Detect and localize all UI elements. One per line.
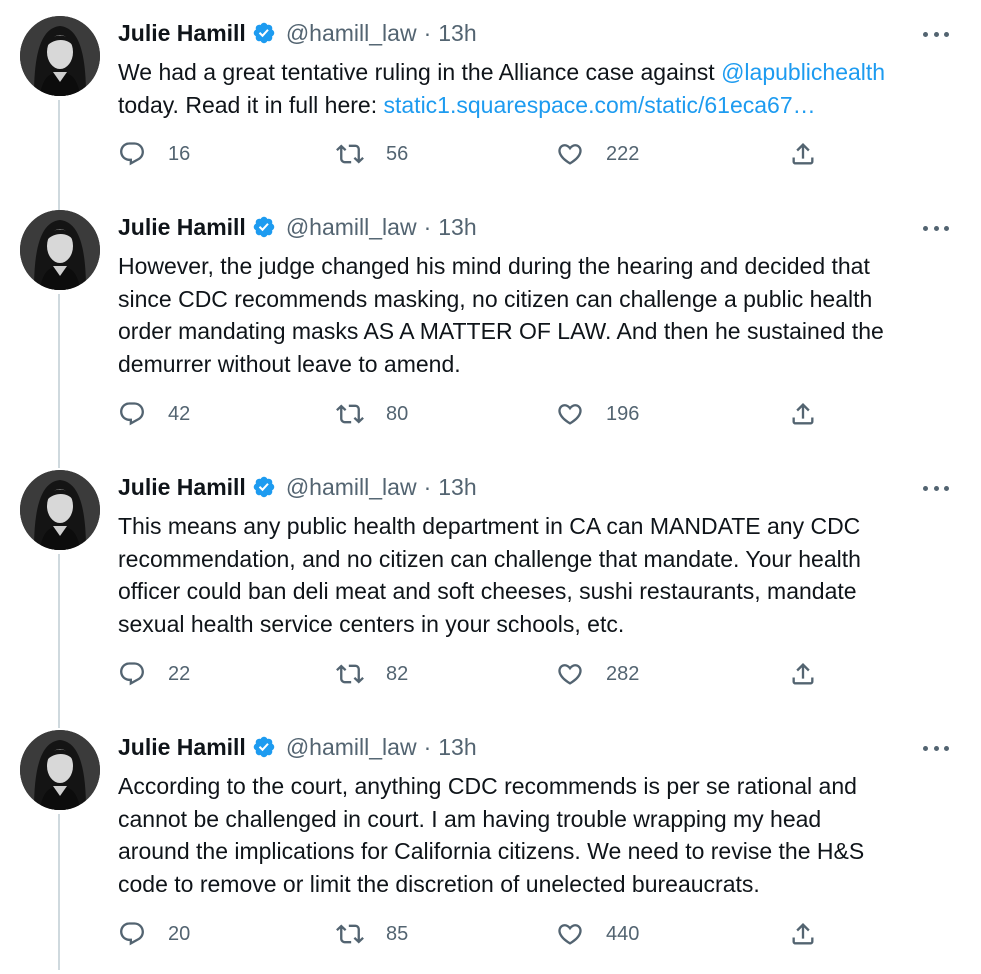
tweet-line: However, the judge changed his mind during the hearing and decided that (118, 253, 870, 279)
thread-line (58, 454, 60, 468)
tweet-line: This means any public health department in CA can MANDATE any CDC (118, 513, 861, 539)
more-dots-icon[interactable] (923, 476, 949, 500)
timestamp[interactable]: 13h (438, 473, 477, 500)
reply-count: 42 (168, 402, 191, 425)
retweet-count: 56 (386, 142, 409, 165)
heart-icon (556, 140, 584, 168)
retweet-icon (336, 660, 364, 688)
like-count: 282 (606, 662, 640, 685)
tweet-text (118, 770, 958, 900)
tweet-line: code to remove or limit the discretion of unelected bureaucrats. (118, 870, 760, 897)
verified-badge-icon (252, 735, 276, 759)
thread-line (58, 814, 60, 970)
thread-line (58, 554, 60, 724)
reply-icon (118, 920, 146, 948)
heart-icon (556, 920, 584, 948)
author-name[interactable]: Julie Hamill (118, 733, 246, 760)
retweet-icon (336, 140, 364, 168)
author-handle[interactable]: @hamill_law (285, 213, 417, 240)
retweet-button[interactable] (336, 920, 408, 948)
retweet-count: 82 (386, 662, 409, 685)
more-dots-icon[interactable] (923, 216, 949, 240)
avatar[interactable] (20, 210, 100, 290)
action-bar (118, 920, 838, 950)
share-button[interactable] (789, 920, 817, 948)
tweet-3[interactable] (0, 454, 981, 714)
tweet-line: recommendation, and no citizen can challenge that mandate. Your health (118, 545, 861, 572)
share-icon (789, 660, 817, 688)
verified-badge-icon (252, 215, 276, 239)
tweet-text (118, 250, 958, 380)
retweet-button[interactable] (336, 660, 408, 688)
verified-badge-icon (252, 475, 276, 499)
author-handle[interactable]: @hamill_law (285, 733, 417, 760)
reply-button[interactable] (118, 920, 190, 948)
tweet-line: sexual health service centers in your schools, etc. (118, 610, 625, 637)
reply-count: 22 (168, 662, 191, 685)
reply-icon (118, 400, 146, 428)
avatar[interactable] (20, 16, 100, 96)
retweet-count: 80 (386, 402, 409, 425)
reply-count: 16 (168, 142, 191, 165)
tweet-4[interactable] (0, 714, 981, 974)
separator-dot: · (423, 19, 432, 46)
heart-icon (556, 400, 584, 428)
share-icon (789, 140, 817, 168)
separator-dot: · (423, 733, 432, 760)
reply-icon (118, 660, 146, 688)
tweet-line: We had a great tentative ruling in the Alliance case against @lapublichealth (118, 59, 886, 85)
author-handle[interactable]: @hamill_law (285, 19, 417, 46)
more-dots-icon[interactable] (923, 22, 949, 46)
retweet-button[interactable] (336, 400, 408, 428)
action-bar (118, 140, 838, 170)
tweet-text (118, 56, 958, 121)
like-count: 196 (606, 402, 640, 425)
like-count: 440 (606, 922, 640, 945)
share-button[interactable] (789, 140, 817, 168)
like-button[interactable] (556, 660, 639, 688)
reply-button[interactable] (118, 400, 190, 428)
thread-line (58, 714, 60, 728)
retweet-icon (336, 920, 364, 948)
like-button[interactable] (556, 140, 639, 168)
thread-line (58, 194, 60, 208)
reply-icon (118, 140, 146, 168)
timestamp[interactable]: 13h (438, 213, 477, 240)
tweet-text (118, 510, 958, 640)
avatar[interactable] (20, 730, 100, 810)
retweet-button[interactable] (336, 140, 408, 168)
tweet-line: demurrer without leave to amend. (118, 350, 461, 377)
tweet-line: officer could ban deli meat and soft cheeses, sushi restaurants, mandate (118, 578, 857, 604)
share-icon (789, 920, 817, 948)
heart-icon (556, 660, 584, 688)
reply-count: 20 (168, 922, 191, 945)
tweet-line: cannot be challenged in court. I am having trouble wrapping my head (118, 805, 822, 832)
author-handle[interactable]: @hamill_law (285, 473, 417, 500)
retweet-icon (336, 400, 364, 428)
author-name[interactable]: Julie Hamill (118, 19, 246, 46)
like-button[interactable] (556, 400, 639, 428)
separator-dot: · (423, 473, 432, 500)
retweet-count: 85 (386, 922, 409, 945)
share-button[interactable] (789, 660, 817, 688)
share-button[interactable] (789, 400, 817, 428)
author-name[interactable]: Julie Hamill (118, 473, 246, 500)
tweet-line: around the implications for California citizens. We need to revise the H&S (118, 838, 865, 864)
separator-dot: · (423, 213, 432, 240)
more-dots-icon[interactable] (923, 736, 949, 760)
mention-link[interactable]: @lapublichealth (721, 59, 886, 85)
avatar[interactable] (20, 470, 100, 550)
tweet-line: since CDC recommends masking, no citizen can challenge a public health (118, 285, 873, 312)
author-name[interactable]: Julie Hamill (118, 213, 246, 240)
like-count: 222 (606, 142, 640, 165)
tweet-line: According to the court, anything CDC recommends is per se rational and (118, 773, 857, 799)
timestamp[interactable]: 13h (438, 733, 477, 760)
thread-line (58, 294, 60, 464)
url-link[interactable]: static1.squarespace.com/static/61eca67… (383, 91, 816, 118)
timestamp[interactable]: 13h (438, 19, 477, 46)
tweet-line: today. Read it in full here: static1.squarespace.com/static/61eca67… (118, 91, 816, 118)
reply-button[interactable] (118, 140, 190, 168)
tweet-2[interactable] (0, 194, 981, 454)
reply-button[interactable] (118, 660, 190, 688)
verified-badge-icon (252, 21, 276, 45)
like-button[interactable] (556, 920, 639, 948)
tweet-line: order mandating masks AS A MATTER OF LAW. And then he sustained the (118, 318, 884, 344)
share-icon (789, 400, 817, 428)
action-bar (118, 400, 838, 430)
action-bar (118, 660, 838, 690)
